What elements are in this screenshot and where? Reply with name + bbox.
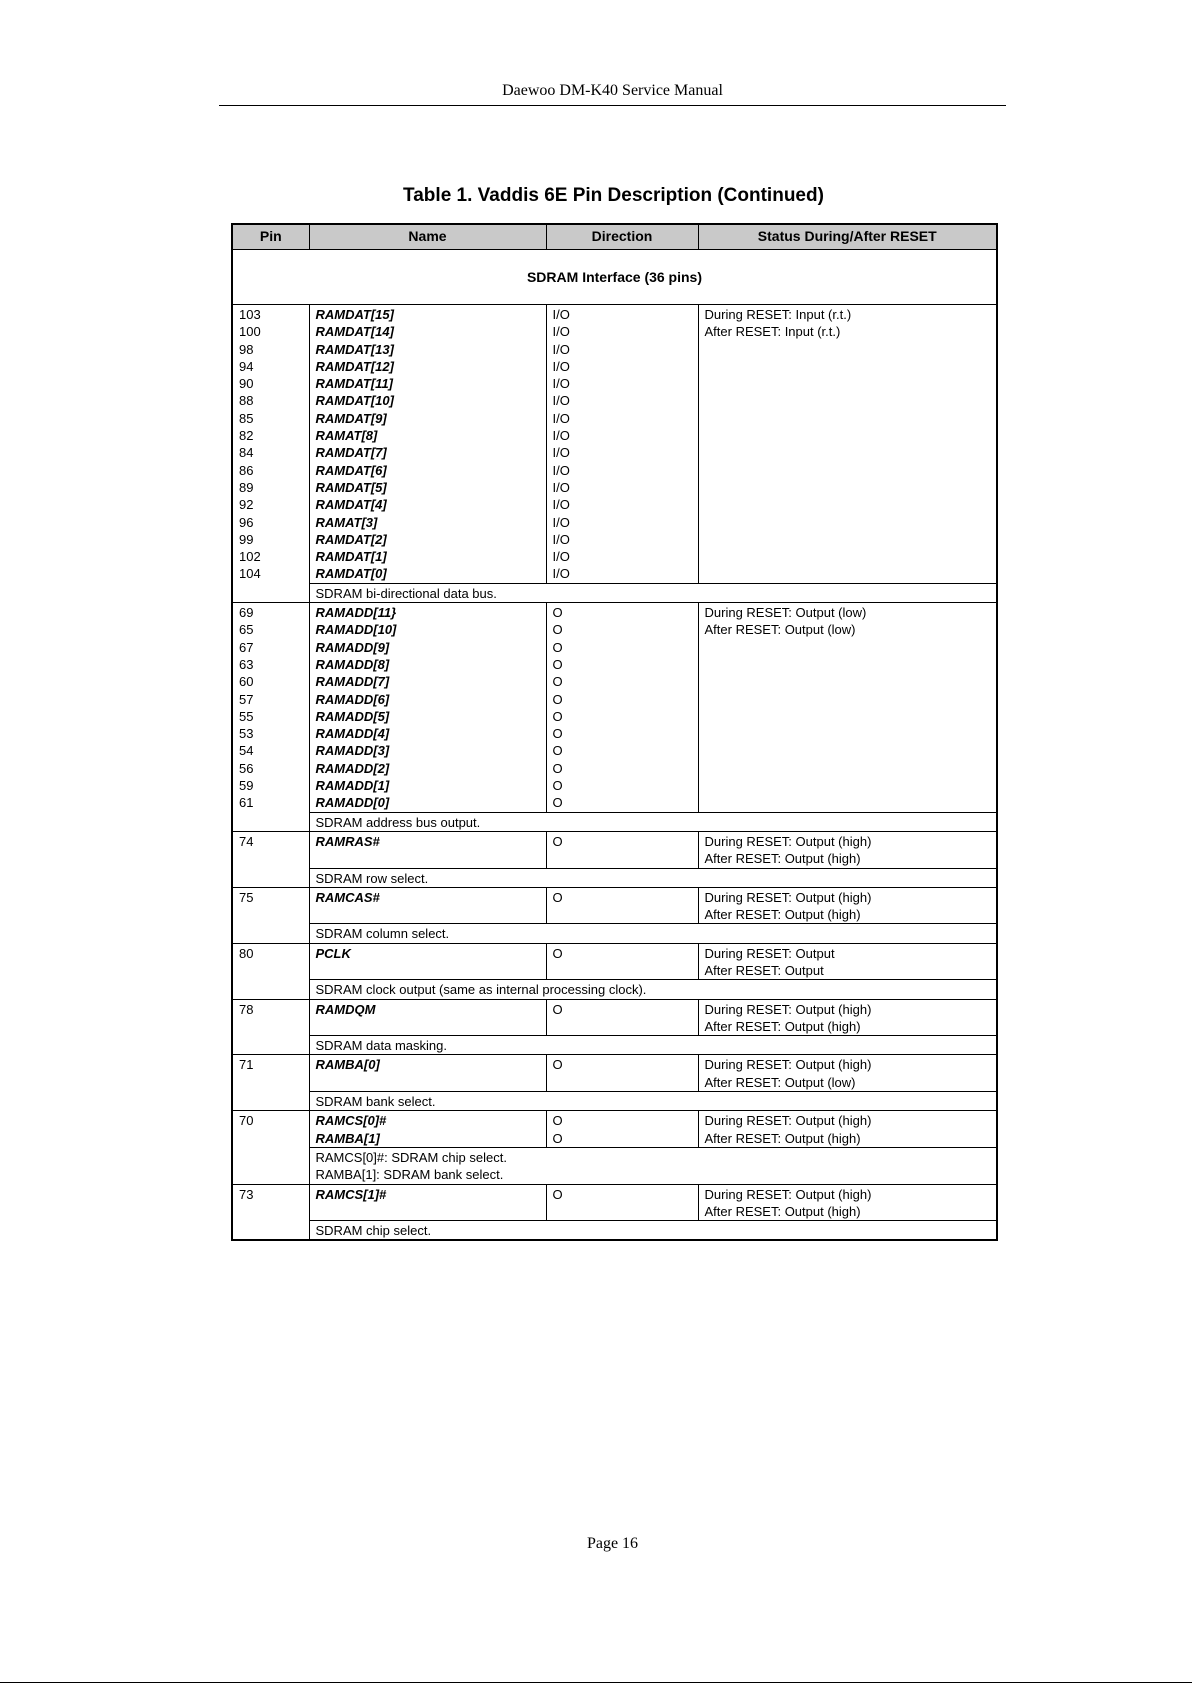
signal-name: RAMADD[11}: [315, 605, 397, 621]
pin-number: 75: [239, 889, 254, 905]
signal-name: RAMADD[4]: [315, 726, 390, 742]
signal-row: [232, 887, 997, 924]
direction-value: O: [552, 605, 563, 621]
status-text: During RESET: Input (r.t.): [704, 307, 852, 322]
section-title: SDRAM Interface (36 pins): [232, 250, 997, 305]
signal-name: RAMBA[1]: [315, 1130, 380, 1146]
description-cell: [309, 812, 997, 831]
status-text: After RESET: Output (high): [704, 907, 861, 923]
description-text: SDRAM address bus output.: [315, 814, 481, 830]
signal-name: RAMADD[3]: [315, 743, 390, 759]
pin-number: 74: [239, 833, 254, 849]
pin-number: 53: [239, 726, 254, 742]
direction-value: O: [552, 760, 563, 776]
pin-cell: [232, 1055, 309, 1111]
signal-row: [232, 1184, 997, 1221]
direction-cell: [546, 1055, 698, 1092]
direction-value: O: [552, 708, 563, 724]
signal-row: [232, 603, 997, 813]
signal-name: RAMRAS#: [315, 833, 380, 849]
name-cell: [309, 999, 546, 1036]
status-cell: [698, 1184, 997, 1221]
status-cell: [698, 1055, 997, 1092]
signal-name: RAMDAT[14]: [315, 324, 394, 340]
status-text: After RESET: Output (high): [704, 1130, 861, 1146]
status-text: During RESET: Output (high): [704, 1057, 872, 1073]
name-cell: [309, 1184, 546, 1221]
signal-name: RAMDAT[5]: [315, 479, 387, 495]
pin-number: 80: [239, 945, 254, 961]
description-row: [232, 1221, 997, 1241]
direction-cell: [546, 603, 698, 813]
signal-name: RAMDAT[15]: [315, 307, 394, 322]
direction-value: O: [552, 622, 563, 638]
pin-number: 86: [239, 462, 254, 478]
direction-value: O: [552, 639, 563, 655]
direction-value: O: [552, 1130, 563, 1146]
pin-number: 57: [239, 691, 254, 707]
signal-name: RAMADD[2]: [315, 760, 390, 776]
pin-cell: [232, 1111, 309, 1184]
status-text: During RESET: Output (high): [704, 889, 872, 905]
signal-name: PCLK: [315, 945, 351, 961]
description-text: SDRAM bank select.: [315, 1094, 436, 1110]
pin-number: 96: [239, 514, 254, 530]
signal-name: RAMDAT[0]: [315, 566, 387, 582]
direction-value: I/O: [552, 393, 570, 409]
name-cell: [309, 1055, 546, 1092]
page-header: Daewoo DM-K40 Service Manual: [502, 82, 723, 99]
pin-number: 60: [239, 674, 254, 690]
direction-value: I/O: [552, 307, 570, 322]
signal-row: [232, 1111, 997, 1148]
bottom-rule: [0, 1682, 1192, 1683]
status-cell: [698, 943, 997, 980]
description-cell: [309, 924, 997, 943]
pin-number: 78: [239, 1001, 254, 1017]
signal-name: RAMDAT[7]: [315, 445, 387, 461]
pin-number: 85: [239, 410, 254, 426]
description-text: SDRAM row select.: [315, 870, 429, 886]
pin-cell: [232, 831, 309, 887]
signal-name: RAMCS[1]#: [315, 1186, 387, 1202]
signal-name: RAMDQM: [315, 1001, 376, 1017]
signal-name: RAMDAT[11]: [315, 376, 394, 392]
signal-name: RAMDAT[4]: [315, 497, 387, 513]
status-text: After RESET: Output (low): [704, 622, 856, 638]
column-header-pin: Pin: [232, 224, 309, 250]
description-row: [232, 868, 997, 887]
signal-name: RAMADD[10]: [315, 622, 397, 638]
description-text: RAMBA[1]: SDRAM bank select.: [315, 1167, 504, 1183]
description-cell: [309, 1147, 997, 1184]
table-title: Table 1. Vaddis 6E Pin Description (Continued): [403, 185, 824, 206]
direction-value: I/O: [552, 549, 570, 565]
pin-number: 99: [239, 531, 254, 547]
name-cell: [309, 305, 546, 584]
direction-value: I/O: [552, 462, 570, 478]
direction-value: I/O: [552, 479, 570, 495]
status-text: During RESET: Output: [704, 945, 835, 961]
description-cell: [309, 1036, 997, 1055]
status-cell: [698, 305, 997, 584]
direction-value: I/O: [552, 497, 570, 513]
direction-value: O: [552, 674, 563, 690]
status-text: After RESET: Input (r.t.): [704, 324, 841, 340]
description-row: [232, 583, 997, 602]
signal-name: RAMDAT[13]: [315, 341, 394, 357]
description-cell: [309, 868, 997, 887]
pin-number: 104: [239, 566, 261, 582]
pin-description-table: [231, 223, 998, 1241]
direction-value: I/O: [552, 358, 570, 374]
description-row: [232, 924, 997, 943]
name-cell: [309, 603, 546, 813]
direction-value: O: [552, 945, 563, 961]
direction-cell: [546, 1184, 698, 1221]
pin-number: 89: [239, 479, 254, 495]
direction-value: I/O: [552, 324, 570, 340]
name-cell: [309, 943, 546, 980]
direction-cell: [546, 1111, 698, 1148]
description-text: RAMCS[0]#: SDRAM chip select.: [315, 1149, 507, 1165]
pin-number: 82: [239, 428, 254, 444]
status-cell: [698, 831, 997, 868]
column-header-direction: Direction: [546, 224, 698, 250]
pin-number: 102: [239, 549, 261, 565]
pin-number: 90: [239, 376, 254, 392]
pin-cell: [232, 999, 309, 1055]
description-cell: [309, 980, 997, 999]
description-text: SDRAM column select.: [315, 926, 450, 942]
direction-value: O: [552, 1113, 563, 1129]
signal-name: RAMADD[0]: [315, 795, 390, 811]
status-cell: [698, 999, 997, 1036]
direction-value: O: [552, 778, 563, 794]
direction-value: O: [552, 1186, 563, 1202]
direction-value: I/O: [552, 410, 570, 426]
pin-number: 70: [239, 1113, 254, 1129]
description-cell: [309, 583, 997, 602]
signal-name: RAMADD[6]: [315, 691, 390, 707]
description-cell: [309, 1092, 997, 1111]
pin-number: 94: [239, 358, 254, 374]
direction-value: O: [552, 656, 563, 672]
direction-cell: [546, 999, 698, 1036]
pin-number: 55: [239, 708, 254, 724]
signal-row: [232, 943, 997, 980]
signal-name: RAMDAT[6]: [315, 462, 387, 478]
status-cell: [698, 1111, 997, 1148]
signal-name: RAMCS[0]#: [315, 1113, 387, 1129]
signal-name: RAMADD[9]: [315, 639, 390, 655]
direction-value: I/O: [552, 341, 570, 357]
status-text: During RESET: Output (high): [704, 1113, 872, 1129]
pin-number: 67: [239, 639, 254, 655]
pin-number: 103: [239, 307, 261, 322]
direction-value: I/O: [552, 531, 570, 547]
direction-value: I/O: [552, 514, 570, 530]
page-footer: Page 16: [586, 1535, 639, 1552]
description-text: SDRAM bi-directional data bus.: [315, 585, 497, 601]
signal-name: RAMCAS#: [315, 889, 380, 905]
direction-value: O: [552, 726, 563, 742]
pin-number: 59: [239, 778, 254, 794]
pin-number: 71: [239, 1057, 254, 1073]
status-text: After RESET: Output (high): [704, 851, 861, 867]
signal-name: RAMDAT[9]: [315, 410, 387, 426]
direction-value: I/O: [552, 376, 570, 392]
pin-cell: [232, 1184, 309, 1240]
column-header-status: Status During/After RESET: [698, 224, 997, 250]
status-text: During RESET: Output (high): [704, 833, 872, 849]
pin-number: 98: [239, 341, 254, 357]
name-cell: [309, 1111, 546, 1148]
direction-value: O: [552, 691, 563, 707]
header-rule: [219, 105, 1006, 106]
direction-value: O: [552, 889, 563, 905]
signal-name: RAMDAT[12]: [315, 358, 394, 374]
pin-cell: [232, 887, 309, 943]
description-row: [232, 1147, 997, 1184]
description-row: [232, 812, 997, 831]
direction-value: I/O: [552, 428, 570, 444]
signal-row: [232, 305, 997, 584]
description-text: SDRAM clock output (same as internal processing clock).: [315, 982, 647, 998]
direction-value: O: [552, 795, 563, 811]
status-text: After RESET: Output: [704, 962, 824, 978]
direction-value: O: [552, 833, 563, 849]
pin-number: 63: [239, 656, 254, 672]
pin-number: 61: [239, 795, 254, 811]
table-header-row: [232, 224, 997, 250]
pin-number: 73: [239, 1186, 254, 1202]
pin-number: 100: [239, 324, 261, 340]
pin-number: 84: [239, 445, 254, 461]
direction-cell: [546, 943, 698, 980]
signal-row: [232, 831, 997, 868]
description-cell: [309, 1221, 997, 1241]
status-cell: [698, 887, 997, 924]
signal-name: RAMADD[5]: [315, 708, 390, 724]
status-text: During RESET: Output (high): [704, 1001, 872, 1017]
description-row: [232, 1092, 997, 1111]
pin-number: 92: [239, 497, 254, 513]
signal-name: RAMADD[7]: [315, 674, 390, 690]
signal-name: RAMADD[8]: [315, 656, 390, 672]
pin-number: 69: [239, 605, 254, 621]
direction-value: O: [552, 1001, 563, 1017]
direction-value: I/O: [552, 445, 570, 461]
pin-cell: [232, 943, 309, 999]
status-text: After RESET: Output (high): [704, 1203, 861, 1219]
column-header-name: Name: [309, 224, 546, 250]
direction-value: O: [552, 1057, 563, 1073]
description-text: SDRAM chip select.: [315, 1223, 432, 1239]
signal-name: RAMDAT[10]: [315, 393, 394, 409]
signal-row: [232, 1055, 997, 1092]
signal-row: [232, 999, 997, 1036]
signal-name: RAMAT[3]: [315, 514, 378, 530]
signal-name: RAMBA[0]: [315, 1057, 380, 1073]
pin-number: 88: [239, 393, 254, 409]
description-row: [232, 1036, 997, 1055]
signal-name: RAMAT[8]: [315, 428, 378, 444]
signal-name: RAMADD[1]: [315, 778, 390, 794]
signal-name: RAMDAT[1]: [315, 549, 387, 565]
description-row: [232, 980, 997, 999]
status-text: During RESET: Output (high): [704, 1186, 872, 1202]
name-cell: [309, 831, 546, 868]
pin-number: 56: [239, 760, 254, 776]
pin-cell: [232, 603, 309, 832]
name-cell: [309, 887, 546, 924]
description-text: SDRAM data masking.: [315, 1038, 447, 1054]
direction-value: O: [552, 743, 563, 759]
section-row: [232, 250, 997, 305]
direction-value: I/O: [552, 566, 570, 582]
pin-number: 65: [239, 622, 254, 638]
pin-number: 54: [239, 743, 254, 759]
status-text: After RESET: Output (low): [704, 1074, 856, 1090]
direction-cell: [546, 887, 698, 924]
table-body: [232, 250, 997, 1241]
status-text: After RESET: Output (high): [704, 1018, 861, 1034]
status-cell: [698, 603, 997, 813]
direction-cell: [546, 305, 698, 584]
status-text: During RESET: Output (low): [704, 605, 867, 621]
pin-cell: [232, 305, 309, 603]
signal-name: RAMDAT[2]: [315, 531, 387, 547]
direction-cell: [546, 831, 698, 868]
